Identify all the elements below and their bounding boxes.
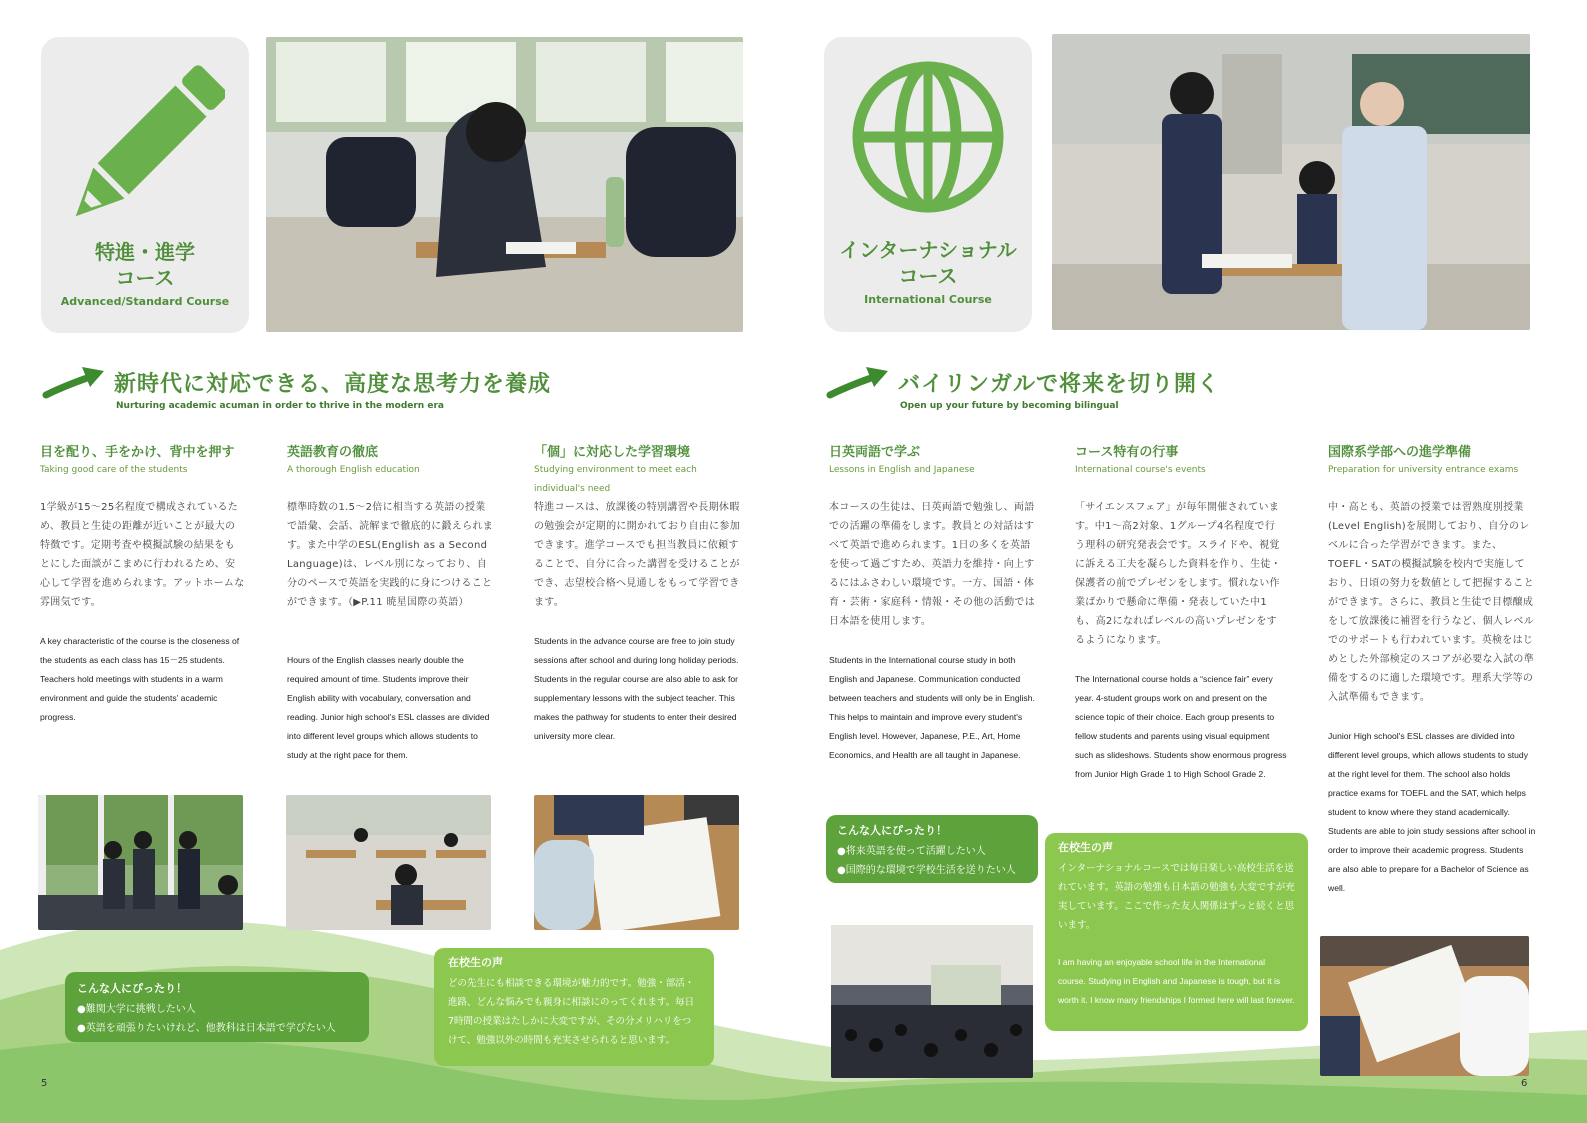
section-heading: 新時代に対応できる、高度な思考力を養成: [114, 372, 552, 397]
column-heading-en: Lessons in English and Japanese: [829, 465, 975, 475]
column-text-jp: 標準時数の1.5～2倍に相当する英語の授業で語彙、会話、読解まで徹底的に鍛えられます。また中学のESL(English as a Second Language)は、レベル別になっており、自分のペースで英語を実践的に身につけることができます。（▶P.11 暁星国際の英語）: [287, 502, 493, 608]
fit-box-item: ●英語を頑張りたいけれど、他教科は日本語で学びたい人: [77, 1023, 336, 1034]
column-heading: 目を配り、手をかけ、背中を押す: [40, 445, 235, 460]
photo-notebook: [534, 795, 739, 930]
course-title-line1: インターナショナル: [839, 238, 1017, 262]
voice-box: [434, 948, 714, 1066]
column-heading: 国際系学部への進学準備: [1328, 445, 1472, 460]
fit-box-item: ●難関大学に挑戦したい人: [77, 1004, 196, 1015]
voice-box-text: どの先生にも相談できる環境が魅力的です。勉強・部活・進路、どんな悩みでも親身に相談にのってくれます。毎日7時間の授業はたしかに大変ですが、その分メリハリをつけて、勉強以外の時間も充実させられると思います。: [448, 978, 695, 1046]
column-text-jp: 「サイエンスフェア」が毎年開催されています。中1～高2対象、1グループ4名程度で行う理科の研究発表会です。スライドや、視覚に訴える工夫を凝らした資料を作り、生徒・保護者の前でプレゼンをします。慣れない作業ばかりで懸命に準備・発表していた中1も、高2になればレベルの高いプレゼンをするようになります。: [1075, 502, 1281, 646]
photo-exam-classroom: [266, 37, 743, 332]
course-subtitle: Advanced/Standard Course: [60, 295, 230, 308]
section-heading-en: Nurturing academic acuman in order to thrive in the modern era: [116, 401, 444, 411]
column-heading: 英語教育の徹底: [287, 445, 379, 460]
fit-box: [65, 972, 369, 1042]
column-heading-en: International course's events: [1075, 465, 1206, 475]
photo-students-window: [38, 795, 243, 930]
page-number: 5: [41, 1078, 48, 1089]
fit-box: [826, 815, 1038, 883]
voice-box-text: インターナショナルコースでは毎日楽しい高校生活を送れています。英語の勉強も日本語の勉強も大変ですが充実しています。ここで作った友人関係はずっと続くと思います。: [1058, 863, 1295, 931]
column-text-en: Junior High school's ESL classes are divided into different level groups, which allows students to study at the right level for them. The school also holds practice exams for TOEFL and the SAT, which helps student to know where they stand academically. Students are able to join study sessions after school in order to improve their academic progress. Students are also able to prepare for a Bachelor of Science as well.: [1328, 731, 1536, 893]
column-text-en: A key characteristic of the course is the closeness of the students as each class has 15－25 students. Teachers hold meetings with students in a warm environment and guide the students' academic progress.: [40, 636, 240, 722]
voice-box-text-en: I am having an enjoyable school life in the International course. Studying in English and Japanese is tough, but it is worth it. I know many friendships I formed here will last forever.: [1058, 957, 1295, 1005]
column-text-en: The International course holds a “science fair” every year. 4-student groups work on and present on the science topic of their choice. Each group presents to fellow students and parents using visual equipment such as slideshows. Students show enormous progress from Junior High Grade 1 to High School Grade 2.: [1075, 674, 1287, 779]
photo-english-class: [286, 795, 491, 930]
column-text-jp: 1学級が15～25名程度で構成されているため、教員と生徒の距離が近いことが最大の特徴です。定期考査や模擬試験の結果をもとにした面談がこまめに行われるため、安心して学習を進められます。アットホームな雰囲気です。: [40, 502, 245, 608]
section-heading-en: Open up your future by becoming bilingual: [900, 401, 1119, 411]
course-card-advanced: [41, 37, 249, 333]
photo-lecture-hall: [831, 925, 1033, 1078]
column-heading: 「個」に対応した学習環境: [534, 445, 691, 460]
page-number: 6: [1521, 1078, 1528, 1089]
column-heading: コース特有の行事: [1075, 445, 1179, 460]
column-text-en: Hours of the English classes nearly double the required amount of time. Students improve their English ability with vocabulary, conversation and reading. Junior high school's ESL classes are divided into different level groups which allows students to study at the right pace for them.: [287, 655, 490, 760]
column-heading-en: Preparation for university entrance exams: [1328, 465, 1519, 475]
photo-international-class: [1052, 34, 1530, 330]
photo-desk-work: [1320, 936, 1529, 1076]
column-heading-en: Studying environment to meet each individual's need: [534, 465, 697, 494]
column-heading-en: A thorough English education: [287, 465, 420, 475]
voice-box: [1045, 833, 1308, 1031]
voice-box-title: 在校生の声: [1058, 841, 1113, 854]
arrow-icon: [42, 365, 106, 401]
section-heading: バイリンガルで将来を切り開く: [898, 372, 1221, 397]
arrow-icon: [826, 365, 890, 401]
course-title-line2: コース: [898, 264, 958, 288]
voice-box-title: 在校生の声: [448, 956, 503, 969]
pencil-icon: [65, 55, 225, 240]
fit-box-title: こんな人にぴったり！: [77, 982, 187, 995]
column-heading-en: Taking good care of the students: [40, 465, 188, 475]
course-title-line1: 特進・進学: [95, 240, 195, 264]
column-text-jp: 特進コースは、放課後の特別講習や長期休暇の勉強会が定期的に開かれており自由に参加できます。進学コースでも担当教員に依頼することで、自分に合った講習を受けることができ、志望校合格へ見通しをもって学習できます。: [534, 502, 740, 608]
column-heading: 日英両語で学ぶ: [829, 445, 921, 460]
fit-box-title: こんな人にぴったり！: [837, 824, 947, 837]
fit-box-item: ●将来英語を使って活躍したい人: [837, 846, 986, 857]
globe-icon: [850, 59, 1006, 215]
course-title-line2: コース: [115, 266, 175, 290]
column-text-jp: 中・高とも、英語の授業では習熟度別授業(Level English)を展開しており、自分のレベルに合った学習ができます。また、TOEFL・SATの模擬試験を校内で実施しており、日頃の努力を数値として把握することができます。さらに、教員と生徒で目標醸成をして放課後に補習を行うなど、個人レベルでのサポートも行われています。英検をはじめとした外部検定のスコアが必要な入試の準備をするのに適した環境です。理系大学等の入試準備もできます。: [1328, 502, 1534, 703]
column-text-en: Students in the advance course are free to join study sessions after school and during long holiday periods. Students in the regular course are also able to ask for supplementary lessons with the subject teacher. This makes the pathway for students to enter their desired university more clear.: [534, 636, 739, 741]
column-text-jp: 本コースの生徒は、日英両語で勉強し、両語での活躍の準備をします。教員との対話はすべて英語で進められます。1日の多くを英語を使って過ごすため、英語力を維持・向上するにはふさわしい環境です。一方、国語・体育・芸術・家庭科・情報・その他の活動では日本語を使用します。: [829, 502, 1035, 627]
course-subtitle: International Course: [864, 293, 992, 306]
fit-box-item: ●国際的な環境で学校生活を送りたい人: [837, 865, 1016, 876]
course-card-international: [824, 37, 1032, 332]
column-text-en: Students in the International course study in both English and Japanese. Communication conducted between teachers and students will only be in English. This helps to maintain and improve every student's English level. However, Japanese, P.E., Art, Home Economics, and Health are all taught in Japanese.: [829, 655, 1035, 760]
